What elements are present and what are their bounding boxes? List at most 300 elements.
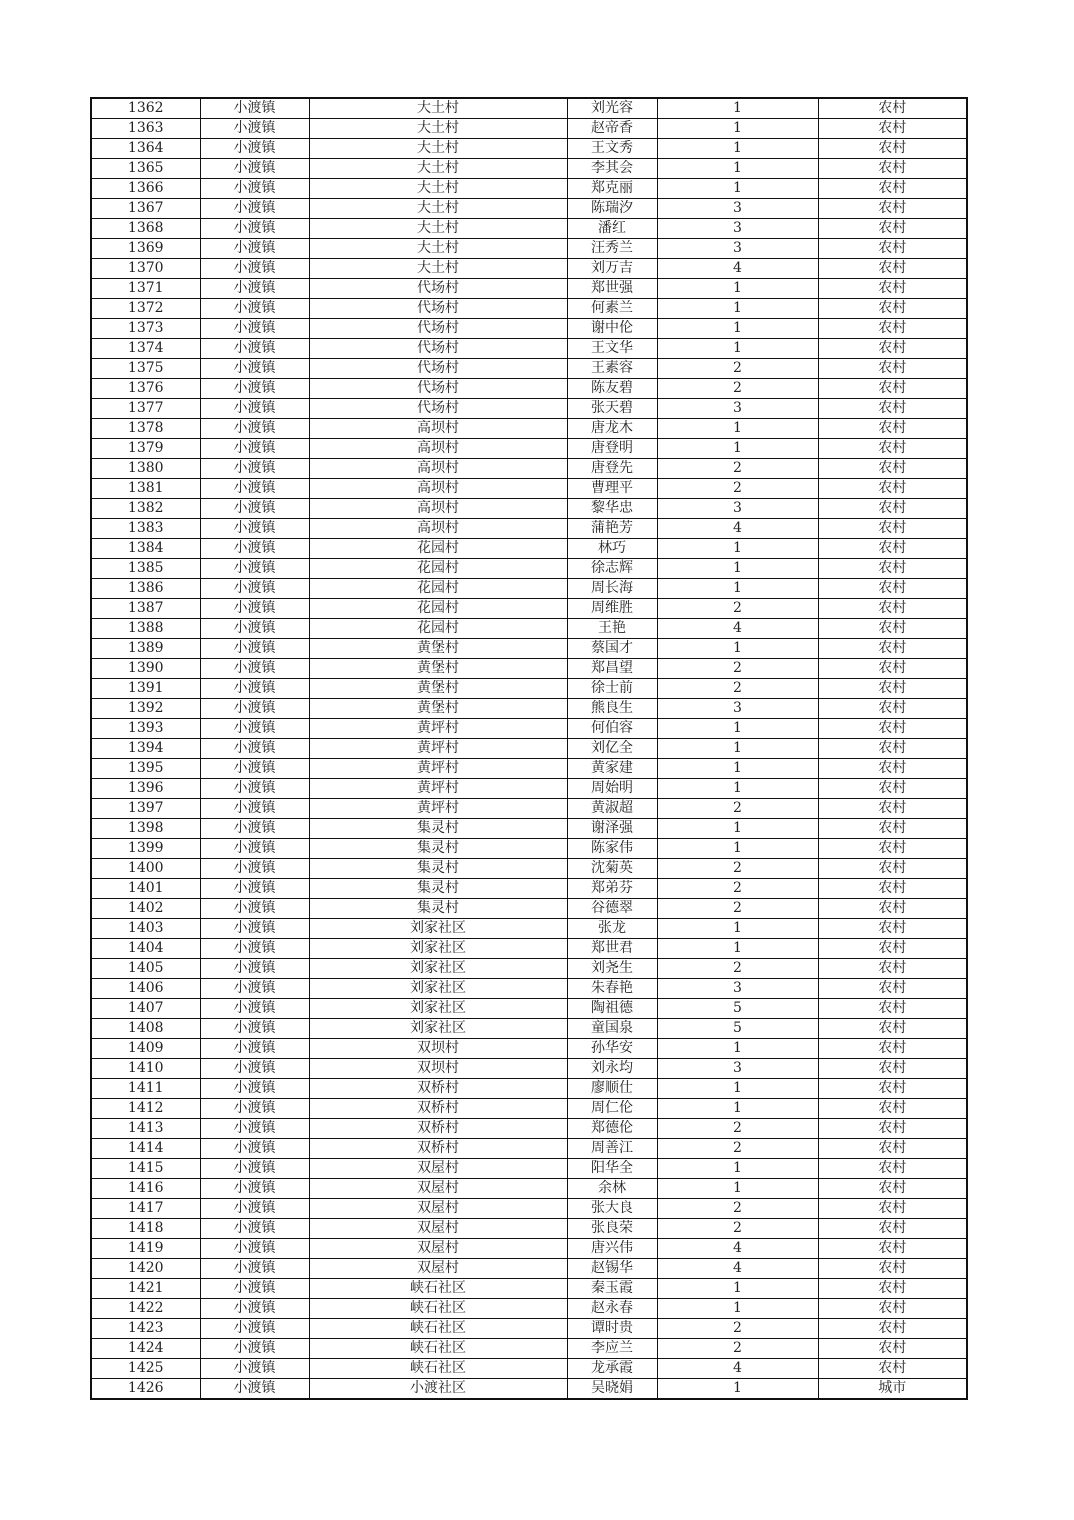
village-cell: 刘家社区: [309, 999, 567, 1019]
table-row: [91, 499, 967, 519]
count-cell: 1: [657, 1379, 818, 1400]
name-cell: 廖顺仕: [567, 1079, 657, 1099]
count-cell: 1: [657, 1159, 818, 1179]
count-cell: 2: [657, 899, 818, 919]
type-cell: 农村: [818, 419, 967, 439]
type-cell: 农村: [818, 239, 967, 259]
town-cell: 小渡镇: [200, 1079, 309, 1099]
name-cell: 刘尧生: [567, 959, 657, 979]
count-cell: 1: [657, 919, 818, 939]
count-cell: 1: [657, 179, 818, 199]
serial-number-cell: 1395: [91, 759, 200, 779]
village-cell: 高坝村: [309, 519, 567, 539]
name-cell: 张天碧: [567, 399, 657, 419]
type-cell: 农村: [818, 319, 967, 339]
village-cell: 高坝村: [309, 499, 567, 519]
count-cell: 4: [657, 619, 818, 639]
town-cell: 小渡镇: [200, 1179, 309, 1199]
serial-number-cell: 1392: [91, 699, 200, 719]
name-cell: 秦玉霞: [567, 1279, 657, 1299]
serial-number-cell: 1412: [91, 1099, 200, 1119]
table-row: [91, 1039, 967, 1059]
table-row: [91, 479, 967, 499]
count-cell: 2: [657, 1319, 818, 1339]
type-cell: 农村: [818, 439, 967, 459]
type-cell: 农村: [818, 399, 967, 419]
count-cell: 5: [657, 999, 818, 1019]
name-cell: 吴晓娟: [567, 1379, 657, 1400]
count-cell: 3: [657, 699, 818, 719]
village-cell: 大土村: [309, 119, 567, 139]
count-cell: 1: [657, 539, 818, 559]
village-cell: 大土村: [309, 179, 567, 199]
count-cell: 1: [657, 1099, 818, 1119]
table-row: [91, 679, 967, 699]
village-cell: 黄坪村: [309, 779, 567, 799]
count-cell: 3: [657, 239, 818, 259]
village-cell: 高坝村: [309, 479, 567, 499]
table-row: [91, 599, 967, 619]
town-cell: 小渡镇: [200, 619, 309, 639]
type-cell: 农村: [818, 839, 967, 859]
type-cell: 农村: [818, 539, 967, 559]
type-cell: 农村: [818, 1319, 967, 1339]
type-cell: 农村: [818, 759, 967, 779]
count-cell: 1: [657, 559, 818, 579]
town-cell: 小渡镇: [200, 639, 309, 659]
type-cell: 农村: [818, 799, 967, 819]
village-cell: 双屋村: [309, 1159, 567, 1179]
table-row: [91, 279, 967, 299]
town-cell: 小渡镇: [200, 1019, 309, 1039]
serial-number-cell: 1387: [91, 599, 200, 619]
type-cell: 农村: [818, 279, 967, 299]
village-cell: 峡石社区: [309, 1279, 567, 1299]
town-cell: 小渡镇: [200, 139, 309, 159]
village-cell: 代场村: [309, 379, 567, 399]
town-cell: 小渡镇: [200, 119, 309, 139]
type-cell: 农村: [818, 699, 967, 719]
table-row: [91, 1239, 967, 1259]
type-cell: 农村: [818, 1219, 967, 1239]
type-cell: 农村: [818, 1099, 967, 1119]
type-cell: 农村: [818, 959, 967, 979]
count-cell: 1: [657, 279, 818, 299]
town-cell: 小渡镇: [200, 479, 309, 499]
table-row: [91, 859, 967, 879]
serial-number-cell: 1401: [91, 879, 200, 899]
serial-number-cell: 1379: [91, 439, 200, 459]
town-cell: 小渡镇: [200, 279, 309, 299]
name-cell: 唐龙木: [567, 419, 657, 439]
town-cell: 小渡镇: [200, 519, 309, 539]
table-row: [91, 1219, 967, 1239]
count-cell: 1: [657, 719, 818, 739]
data-table: [90, 97, 968, 1400]
type-cell: 农村: [818, 1119, 967, 1139]
count-cell: 1: [657, 1079, 818, 1099]
village-cell: 花园村: [309, 619, 567, 639]
table-row: [91, 579, 967, 599]
village-cell: 集灵村: [309, 819, 567, 839]
village-cell: 双屋村: [309, 1199, 567, 1219]
village-cell: 双屋村: [309, 1239, 567, 1259]
type-cell: 农村: [818, 619, 967, 639]
count-cell: 1: [657, 439, 818, 459]
name-cell: 谭时贵: [567, 1319, 657, 1339]
table-row: [91, 1019, 967, 1039]
town-cell: 小渡镇: [200, 399, 309, 419]
town-cell: 小渡镇: [200, 939, 309, 959]
name-cell: 谢泽强: [567, 819, 657, 839]
village-cell: 刘家社区: [309, 959, 567, 979]
serial-number-cell: 1399: [91, 839, 200, 859]
table-row: [91, 1379, 967, 1400]
table-row: [91, 719, 967, 739]
count-cell: 2: [657, 359, 818, 379]
serial-number-cell: 1382: [91, 499, 200, 519]
town-cell: 小渡镇: [200, 98, 309, 119]
type-cell: 农村: [818, 359, 967, 379]
serial-number-cell: 1363: [91, 119, 200, 139]
table-row: [91, 1199, 967, 1219]
village-cell: 大土村: [309, 98, 567, 119]
name-cell: 周长海: [567, 579, 657, 599]
type-cell: 农村: [818, 139, 967, 159]
type-cell: 农村: [818, 899, 967, 919]
type-cell: 农村: [818, 559, 967, 579]
serial-number-cell: 1371: [91, 279, 200, 299]
town-cell: 小渡镇: [200, 859, 309, 879]
type-cell: 农村: [818, 639, 967, 659]
town-cell: 小渡镇: [200, 1239, 309, 1259]
name-cell: 刘万吉: [567, 259, 657, 279]
village-cell: 峡石社区: [309, 1319, 567, 1339]
town-cell: 小渡镇: [200, 239, 309, 259]
serial-number-cell: 1411: [91, 1079, 200, 1099]
town-cell: 小渡镇: [200, 979, 309, 999]
serial-number-cell: 1393: [91, 719, 200, 739]
count-cell: 1: [657, 319, 818, 339]
town-cell: 小渡镇: [200, 1279, 309, 1299]
count-cell: 1: [657, 98, 818, 119]
village-cell: 黄堡村: [309, 699, 567, 719]
count-cell: 1: [657, 819, 818, 839]
count-cell: 1: [657, 1279, 818, 1299]
serial-number-cell: 1385: [91, 559, 200, 579]
serial-number-cell: 1423: [91, 1319, 200, 1339]
town-cell: 小渡镇: [200, 539, 309, 559]
name-cell: 徐士前: [567, 679, 657, 699]
village-cell: 集灵村: [309, 899, 567, 919]
serial-number-cell: 1366: [91, 179, 200, 199]
serial-number-cell: 1365: [91, 159, 200, 179]
town-cell: 小渡镇: [200, 1099, 309, 1119]
count-cell: 1: [657, 579, 818, 599]
village-cell: 峡石社区: [309, 1359, 567, 1379]
town-cell: 小渡镇: [200, 719, 309, 739]
type-cell: 农村: [818, 859, 967, 879]
type-cell: 农村: [818, 1059, 967, 1079]
village-cell: 集灵村: [309, 859, 567, 879]
village-cell: 黄坪村: [309, 799, 567, 819]
table-row: [91, 359, 967, 379]
type-cell: 农村: [818, 579, 967, 599]
serial-number-cell: 1425: [91, 1359, 200, 1379]
type-cell: 农村: [818, 179, 967, 199]
village-cell: 花园村: [309, 599, 567, 619]
town-cell: 小渡镇: [200, 819, 309, 839]
name-cell: 陶祖德: [567, 999, 657, 1019]
serial-number-cell: 1413: [91, 1119, 200, 1139]
table-row: [91, 419, 967, 439]
count-cell: 1: [657, 739, 818, 759]
village-cell: 大土村: [309, 239, 567, 259]
count-cell: 2: [657, 379, 818, 399]
name-cell: 李应兰: [567, 1339, 657, 1359]
type-cell: 农村: [818, 1239, 967, 1259]
table-row: [91, 759, 967, 779]
village-cell: 高坝村: [309, 459, 567, 479]
village-cell: 集灵村: [309, 839, 567, 859]
name-cell: 唐登明: [567, 439, 657, 459]
table-row: [91, 1319, 967, 1339]
name-cell: 张龙: [567, 919, 657, 939]
name-cell: 王文华: [567, 339, 657, 359]
village-cell: 双坝村: [309, 1039, 567, 1059]
town-cell: 小渡镇: [200, 999, 309, 1019]
serial-number-cell: 1388: [91, 619, 200, 639]
town-cell: 小渡镇: [200, 959, 309, 979]
type-cell: 农村: [818, 919, 967, 939]
count-cell: 3: [657, 219, 818, 239]
name-cell: 黄淑超: [567, 799, 657, 819]
type-cell: 农村: [818, 779, 967, 799]
town-cell: 小渡镇: [200, 339, 309, 359]
serial-number-cell: 1383: [91, 519, 200, 539]
type-cell: 农村: [818, 1179, 967, 1199]
count-cell: 4: [657, 1239, 818, 1259]
village-cell: 双屋村: [309, 1259, 567, 1279]
serial-number-cell: 1364: [91, 139, 200, 159]
count-cell: 4: [657, 1359, 818, 1379]
table-row: [91, 919, 967, 939]
serial-number-cell: 1370: [91, 259, 200, 279]
name-cell: 刘光容: [567, 98, 657, 119]
name-cell: 龙承霞: [567, 1359, 657, 1379]
town-cell: 小渡镇: [200, 599, 309, 619]
count-cell: 2: [657, 859, 818, 879]
village-cell: 黄堡村: [309, 659, 567, 679]
village-cell: 双坝村: [309, 1059, 567, 1079]
serial-number-cell: 1417: [91, 1199, 200, 1219]
town-cell: 小渡镇: [200, 739, 309, 759]
town-cell: 小渡镇: [200, 1319, 309, 1339]
type-cell: 农村: [818, 1139, 967, 1159]
name-cell: 蒲艳芳: [567, 519, 657, 539]
count-cell: 1: [657, 779, 818, 799]
type-cell: 农村: [818, 199, 967, 219]
type-cell: 农村: [818, 999, 967, 1019]
serial-number-cell: 1405: [91, 959, 200, 979]
serial-number-cell: 1377: [91, 399, 200, 419]
count-cell: 1: [657, 119, 818, 139]
table-row: [91, 659, 967, 679]
table-row: [91, 339, 967, 359]
village-cell: 峡石社区: [309, 1339, 567, 1359]
serial-number-cell: 1419: [91, 1239, 200, 1259]
type-cell: 农村: [818, 219, 967, 239]
table-row: [91, 399, 967, 419]
town-cell: 小渡镇: [200, 1139, 309, 1159]
count-cell: 1: [657, 139, 818, 159]
serial-number-cell: 1420: [91, 1259, 200, 1279]
count-cell: 1: [657, 639, 818, 659]
village-cell: 大土村: [309, 159, 567, 179]
serial-number-cell: 1378: [91, 419, 200, 439]
table-row: [91, 139, 967, 159]
count-cell: 2: [657, 879, 818, 899]
town-cell: 小渡镇: [200, 1219, 309, 1239]
village-cell: 刘家社区: [309, 979, 567, 999]
town-cell: 小渡镇: [200, 299, 309, 319]
table-row: [91, 819, 967, 839]
town-cell: 小渡镇: [200, 759, 309, 779]
name-cell: 王素容: [567, 359, 657, 379]
name-cell: 郑德伦: [567, 1119, 657, 1139]
village-cell: 高坝村: [309, 439, 567, 459]
count-cell: 1: [657, 419, 818, 439]
town-cell: 小渡镇: [200, 459, 309, 479]
village-cell: 花园村: [309, 579, 567, 599]
town-cell: 小渡镇: [200, 779, 309, 799]
serial-number-cell: 1380: [91, 459, 200, 479]
type-cell: 农村: [818, 1279, 967, 1299]
count-cell: 3: [657, 399, 818, 419]
type-cell: 农村: [818, 519, 967, 539]
name-cell: 熊良生: [567, 699, 657, 719]
name-cell: 曹理平: [567, 479, 657, 499]
count-cell: 1: [657, 339, 818, 359]
type-cell: 农村: [818, 98, 967, 119]
count-cell: 2: [657, 1339, 818, 1359]
name-cell: 黎华忠: [567, 499, 657, 519]
table-row: [91, 1119, 967, 1139]
serial-number-cell: 1386: [91, 579, 200, 599]
serial-number-cell: 1402: [91, 899, 200, 919]
count-cell: 1: [657, 159, 818, 179]
type-cell: 农村: [818, 479, 967, 499]
village-cell: 代场村: [309, 299, 567, 319]
town-cell: 小渡镇: [200, 419, 309, 439]
serial-number-cell: 1368: [91, 219, 200, 239]
name-cell: 唐登先: [567, 459, 657, 479]
table-row: [91, 179, 967, 199]
name-cell: 周善江: [567, 1139, 657, 1159]
town-cell: 小渡镇: [200, 799, 309, 819]
village-cell: 双桥村: [309, 1119, 567, 1139]
type-cell: 农村: [818, 1159, 967, 1179]
type-cell: 农村: [818, 159, 967, 179]
village-cell: 代场村: [309, 339, 567, 359]
village-cell: 刘家社区: [309, 1019, 567, 1039]
table-row: [91, 639, 967, 659]
name-cell: 童国泉: [567, 1019, 657, 1039]
name-cell: 沈菊英: [567, 859, 657, 879]
count-cell: 4: [657, 1259, 818, 1279]
serial-number-cell: 1406: [91, 979, 200, 999]
count-cell: 4: [657, 519, 818, 539]
village-cell: 代场村: [309, 399, 567, 419]
count-cell: 5: [657, 1019, 818, 1039]
town-cell: 小渡镇: [200, 1259, 309, 1279]
type-cell: 农村: [818, 719, 967, 739]
table-row: [91, 999, 967, 1019]
serial-number-cell: 1397: [91, 799, 200, 819]
type-cell: 农村: [818, 339, 967, 359]
table-row: [91, 299, 967, 319]
name-cell: 郑克丽: [567, 179, 657, 199]
count-cell: 2: [657, 1219, 818, 1239]
table-row: [91, 539, 967, 559]
type-cell: 农村: [818, 1039, 967, 1059]
table-row: [91, 1079, 967, 1099]
count-cell: 3: [657, 979, 818, 999]
town-cell: 小渡镇: [200, 879, 309, 899]
serial-number-cell: 1414: [91, 1139, 200, 1159]
serial-number-cell: 1403: [91, 919, 200, 939]
town-cell: 小渡镇: [200, 1359, 309, 1379]
type-cell: 农村: [818, 459, 967, 479]
serial-number-cell: 1373: [91, 319, 200, 339]
serial-number-cell: 1409: [91, 1039, 200, 1059]
name-cell: 张大良: [567, 1199, 657, 1219]
serial-number-cell: 1390: [91, 659, 200, 679]
serial-number-cell: 1416: [91, 1179, 200, 1199]
table-row: [91, 1059, 967, 1079]
serial-number-cell: 1372: [91, 299, 200, 319]
table-row: [91, 119, 967, 139]
serial-number-cell: 1426: [91, 1379, 200, 1400]
table-row: [91, 379, 967, 399]
serial-number-cell: 1391: [91, 679, 200, 699]
count-cell: 3: [657, 499, 818, 519]
serial-number-cell: 1396: [91, 779, 200, 799]
name-cell: 郑世强: [567, 279, 657, 299]
type-cell: 农村: [818, 499, 967, 519]
town-cell: 小渡镇: [200, 919, 309, 939]
table-row: [91, 939, 967, 959]
town-cell: 小渡镇: [200, 1059, 309, 1079]
table-row: [91, 879, 967, 899]
table-row: [91, 1279, 967, 1299]
village-cell: 小渡社区: [309, 1379, 567, 1400]
name-cell: 周仁伦: [567, 1099, 657, 1119]
town-cell: 小渡镇: [200, 699, 309, 719]
count-cell: 1: [657, 1039, 818, 1059]
serial-number-cell: 1369: [91, 239, 200, 259]
serial-number-cell: 1376: [91, 379, 200, 399]
town-cell: 小渡镇: [200, 439, 309, 459]
name-cell: 谷德翠: [567, 899, 657, 919]
count-cell: 2: [657, 799, 818, 819]
town-cell: 小渡镇: [200, 379, 309, 399]
town-cell: 小渡镇: [200, 199, 309, 219]
name-cell: 黄家建: [567, 759, 657, 779]
table-row: [91, 239, 967, 259]
table-row: [91, 1299, 967, 1319]
town-cell: 小渡镇: [200, 259, 309, 279]
